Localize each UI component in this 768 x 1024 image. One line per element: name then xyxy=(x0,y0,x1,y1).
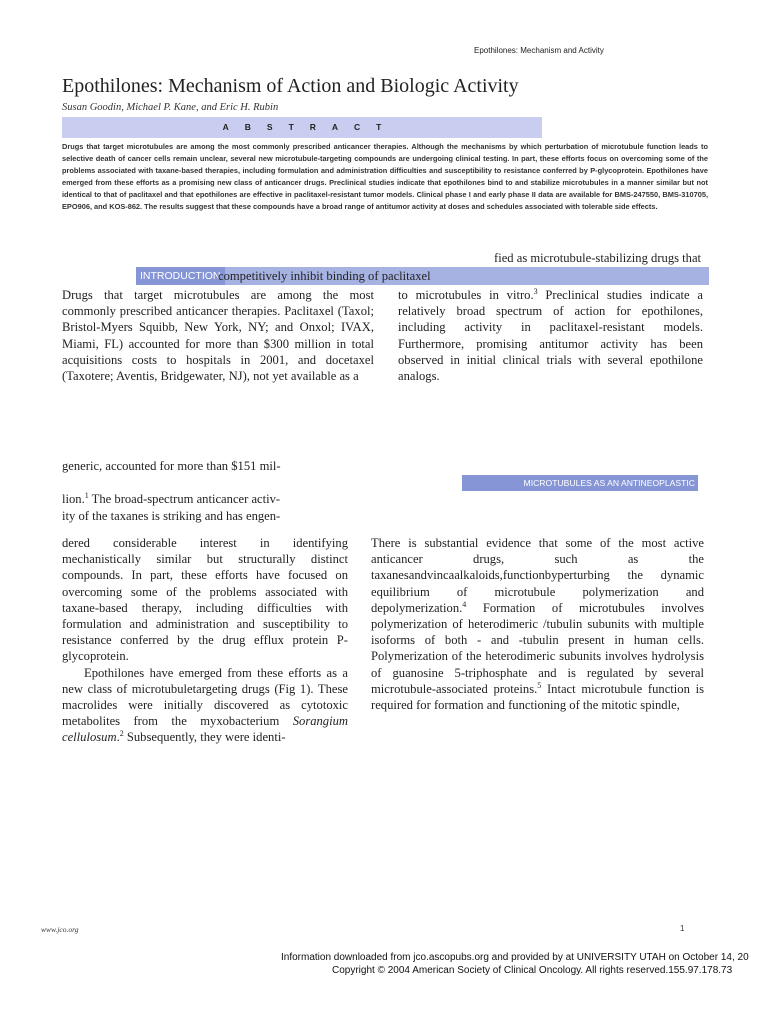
body-line-ity: ity of the taxanes is striking and has engen- xyxy=(62,509,281,523)
microtubules-heading-bar xyxy=(462,475,698,491)
body-text-span: The broad-spectrum anticancer activ- xyxy=(88,492,281,506)
introduction-heading: INTRODUCTION xyxy=(136,267,225,285)
running-head: Epothilones: Mechanism and Activity xyxy=(474,46,604,55)
body-line-intro-continuation: competitively inhibit binding of paclitaxel xyxy=(218,269,431,283)
body-paragraph xyxy=(62,665,348,746)
body-text-span: There is substantial evidence that some of the most active anticancer drugs, such as the taxanesandvincaalkaloids,functionbyperturbing the dynamic equilibrium of microtubule polymerization and depolymerization. xyxy=(371,536,704,615)
body-right-block-2 xyxy=(371,535,704,713)
body-text-span: to microtubules in vitro. xyxy=(398,288,534,302)
body-line-right-top: fied as microtubule-stabilizing drugs that xyxy=(494,251,702,265)
copyright-notice: Copyright © 2004 American Society of Clinical Oncology. All rights reserved.155.97.178.73 xyxy=(332,965,733,976)
body-text-span: Intact microtubule function is required for formation and functioning of the mitotic spindle, xyxy=(371,681,705,713)
journal-url: www.jco.org xyxy=(41,925,79,934)
download-notice: Information downloaded from jco.ascopubs.org and provided by at UNIVERSITY UTAH on October 14, 20 xyxy=(281,952,749,963)
reference-number: 3 xyxy=(533,286,538,296)
body-text-span: . xyxy=(116,730,120,745)
species-name: Sorangium cellulosum xyxy=(62,714,348,745)
reference-number: 5 xyxy=(537,680,542,690)
body-text-span: Subsequently, they were identi- xyxy=(123,730,286,745)
body-line-generic: generic, accounted for more than $151 mil- xyxy=(62,459,281,473)
abstract-text: Drugs that target microtubules are among the most commonly prescribed anticancer therapies. Although the mechanisms by which perturbation of microtubule function leads to selective death of cancer cells remain unclear, several new microtubule-targeting compounds are undergoing clinical testing. In part, these efforts focus on overcoming some of the problems associated with taxane-based therapies, including formulation and administration difficulties and susceptibility to resistance conferred by P-glycoprotein. Epothilones have emerged from these efforts as a promising new class of anticancer drugs. Preclinical studies indicate that epothilones bind to and stabilize microtubules in a manner similar but not identical to that of paclitaxel and that epothilones are effective in paclitaxel-resistant tumor models. Clinical phase I and early phase II data are available for BMS-247550, BMS-310705, EPO906, and KOS-862. The results suggest that these compounds have a broad range of antitumor activity at doses and schedules associated with tolerable side effects. xyxy=(62,142,708,212)
body-right-block-1 xyxy=(398,287,703,384)
body-line-lion xyxy=(62,492,280,507)
reference-number: 2 xyxy=(119,729,124,739)
body-left-block-1: Drugs that target microtubules are among the most commonly prescribed anticancer therapies. Paclitaxel (Taxol; Bristol-Myers Squibb, New York, NY; and Onxol; IVAX, Miami, FL) accounted for more than $300 million in total acquisitions costs to hospitals in 2001, and docetaxel (Taxotere; Aventis, Bridgewater, NJ), not yet available as a xyxy=(62,288,374,384)
body-paragraph: dered considerable interest in identifying mechanistically similar but structurally distinct compounds. In part, these efforts have focused on overcoming some of the problems associated with taxane-based therapy, including difficulties with formulation and administration and susceptibility to resistance conferred by the drug efflux protein P-glycoprotein. xyxy=(62,536,348,664)
body-text-span: Preclinical studies indicate a relatively broad spectrum of action for epothilones, including activity in paclitaxel-resistant models. Furthermore, promising antitumor activity has been observed in initial clinical trials with several epothilone analogs. xyxy=(398,288,703,384)
body-text-span: Epothilones have emerged from these efforts as a new class of microtubuletargeting drugs (Fig 1). These macrolides were initially discovered as cytotoxic metabolites from the myxobacterium xyxy=(62,665,348,729)
body-text-span: lion. xyxy=(62,492,85,506)
abstract-heading: ABSTRACT xyxy=(222,122,398,132)
abstract-heading-bar xyxy=(62,117,542,138)
body-text-span: Formation of microtubules involves polymerization of heterodimeric /tubulin subunits with multiple isoforms of both - and -tubulin present in human cells. Polymerization of the heterodimeric subunits involves hydrolysis of guanosine 5-triphosphate and is regulated by several microtubule-associated proteins. xyxy=(371,600,704,696)
body-left-block-2 xyxy=(62,535,348,746)
author-list: Susan Goodin, Michael P. Kane, and Eric H. Rubin xyxy=(62,102,279,113)
article-title: Epothilones: Mechanism of Action and Biologic Activity xyxy=(62,75,519,97)
reference-number: 4 xyxy=(462,599,467,609)
page-number: 1 xyxy=(680,924,685,933)
introduction-bar xyxy=(136,267,709,285)
microtubules-heading: MICROTUBULES AS AN ANTINEOPLASTIC xyxy=(523,478,695,488)
reference-number: 1 xyxy=(84,490,89,500)
